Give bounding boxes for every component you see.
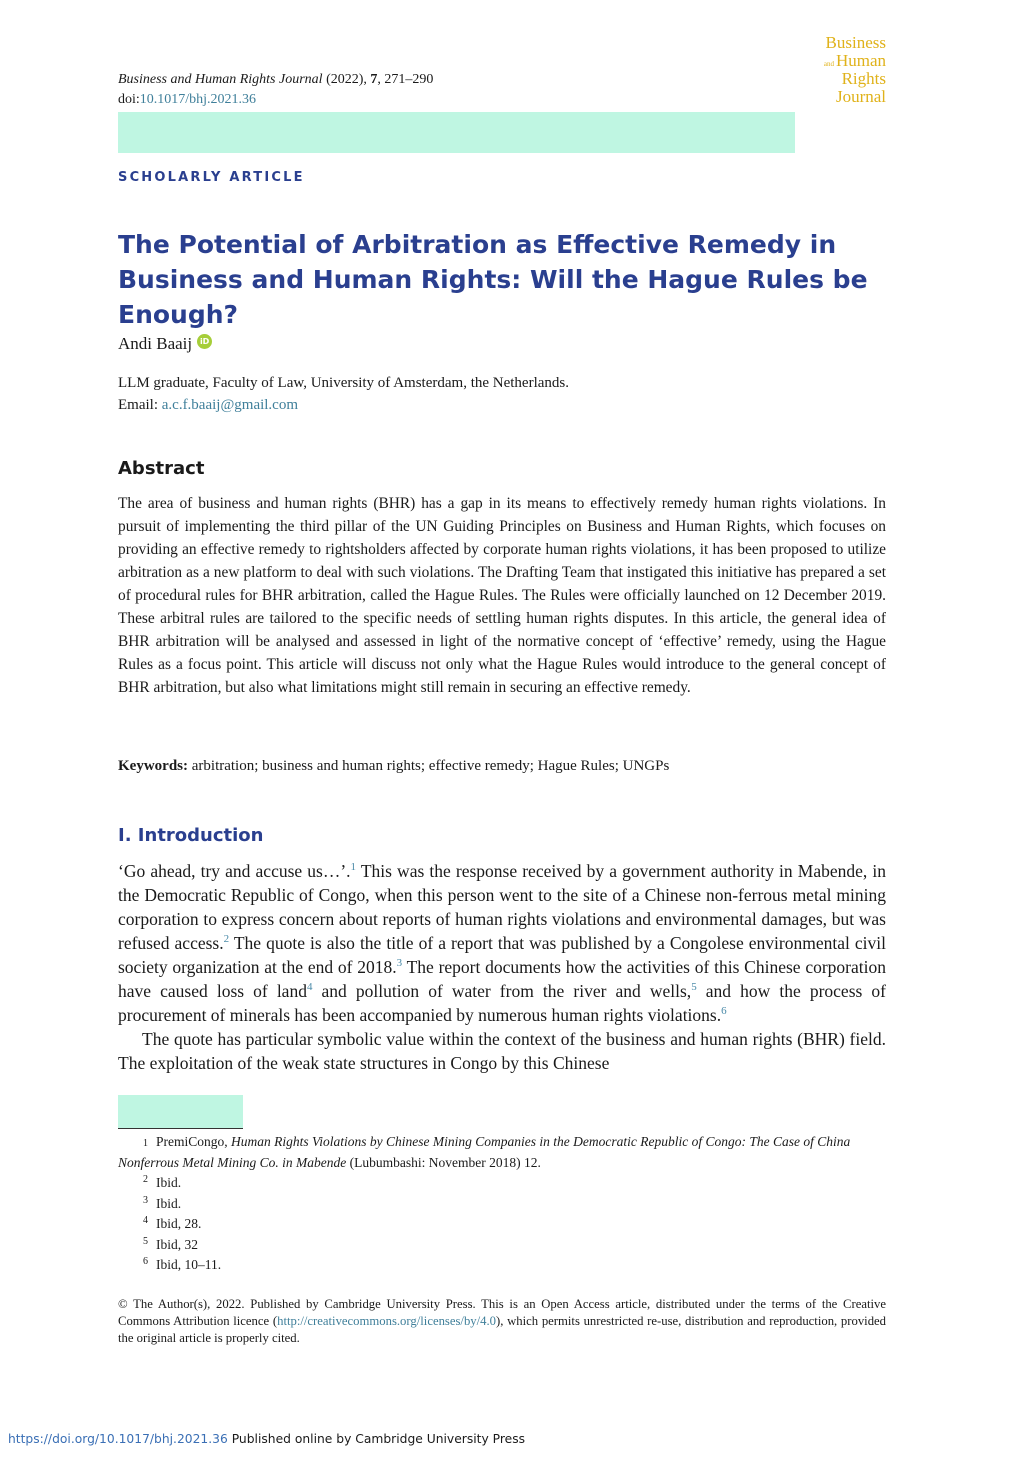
email-label: Email: [118,397,162,413]
footnote-number: 3 [143,1194,148,1206]
affiliation [118,372,569,416]
footnotes [118,1132,886,1276]
keywords-list: arbitration; business and human rights; effective remedy; Hague Rules; UNGPs [188,758,670,774]
email-line [118,394,569,416]
orcid-icon[interactable]: iD [197,334,212,349]
footer-published: Published online by Cambridge University Press [227,1432,526,1446]
footnote-number: 5 [143,1235,148,1247]
section-label: SCHOLARLY ARTICLE [118,170,305,185]
highlight-band-bottom [118,1095,243,1128]
logo-line-rights: Rights [841,69,886,88]
keywords [118,758,886,775]
author-line [118,334,212,354]
author-name: Andi Baaij [118,334,193,353]
highlight-band-top [118,112,795,153]
license-link[interactable]: http://creativecommons.org/licenses/by/4.0 [277,1314,497,1328]
license-notice: © The Author(s), 2022. Published by Cambridge University Press. This is an Open Access article, distributed under the terms of the Creative Commons Attribution licence (http://creativecommons.org/licenses/by/4.0), which permits unrestricted re-use, distribution and reproduction, provided the original article is properly cited. [118,1297,887,1345]
footnote-ref-6[interactable]: 6 [721,1005,727,1018]
intro-paragraph-2: The quote has particular symbolic value within the context of the business and human rights (BHR) field. The exploitation of the weak state structures in Congo by this Chinese [118,1029,886,1073]
article-title: The Potential of Arbitration as Effective Remedy in Business and Human Rights: Will the Hague Rules be Enough? [118,230,868,329]
journal-volume: 7 [370,72,378,87]
footnote-item: 3 Ibid. [118,1194,886,1215]
affiliation-text: LLM graduate, Faculty of Law, University of Amsterdam, the Netherlands. [118,375,569,391]
footnote-ref-4[interactable]: 4 [306,981,313,994]
footnote-number: 2 [143,1174,148,1185]
logo-and: and [823,60,834,68]
footnote-number: 1 [143,1138,148,1149]
page-footer [8,1432,525,1446]
footnote-number: 6 [143,1256,148,1267]
logo-line-journal: Journal [835,87,886,106]
footnote-item: 1 PremiCongo, Human Rights Violations by Chinese Mining Companies in the Democratic Republic of Congo: The Case of China Nonferrous Metal Mining Co. in Mabende (Lubumbashi: November 2018) 12. [118,1134,851,1170]
abstract-heading: Abstract [118,458,205,479]
journal-pages: , 271–290 [377,72,434,87]
abstract-body: The area of business and human rights (BHR) has a gap in its means to effectively remedy human rights violations. In pursuit of implementing the third pillar of the UN Guiding Principles on Business and Human Rights, which focuses on providing an effective remedy to rightsholders affected by corporate human rights violations, it has been proposed to utilize arbitration as a new platform to deal with such violations. The Drafting Team that instigated this initiative has prepared a set of procedural rules for BHR arbitration, called the Hague Rules. The Rules were officially launched on 12 December 2019. These arbitral rules are tailored to the specific needs of settling human rights disputes. In this article, the general idea of BHR arbitration will be analysed and assessed in light of the normative concept of ‘effective’ remedy, using the Hague Rules as a focus point. This article will discuss not only what the Hague Rules would introduce to the general concept of BHR arbitration, but also what limitations might still remain in securing an effective remedy. [118,495,886,696]
journal-citation [118,72,433,88]
footnote-item: 2 Ibid. [118,1173,886,1194]
footnote-ref-5[interactable]: 5 [691,981,697,994]
logo-line-business: Business [825,33,886,52]
intro-body [118,859,886,1075]
logo-line-human: and Human [823,51,886,70]
email-link[interactable]: a.c.f.baaij@gmail.com [161,397,299,413]
intro-heading: I. Introduction [118,825,264,846]
keywords-label: Keywords: [118,758,188,774]
footnote-item: 5 Ibid, 32 [118,1235,886,1256]
footnote-ref-1[interactable]: 1 [350,861,357,874]
journal-name: Business and Human Rights Journal [118,72,323,87]
footnote-ref-2[interactable]: 2 [223,933,230,946]
footnote-rule [118,1128,243,1129]
journal-logo [800,34,886,106]
doi-link[interactable]: 10.1017/bhj.2021.36 [139,92,257,107]
footer-doi-link[interactable]: https://doi.org/10.1017/bhj.2021.36 [8,1432,228,1446]
footnote-ref-3[interactable]: 3 [396,957,403,970]
footnote-item: 4 Ibid, 28. [118,1214,886,1235]
footnote-item: 6 Ibid, 10–11. [118,1255,886,1276]
journal-year: (2022), [322,72,371,87]
doi-line [118,92,256,108]
footnote-number: 4 [143,1215,148,1226]
intro-paragraph-1: ‘Go ahead, try and accuse us…’.$^1$ This was the response received by a government authority in Mabende, in the Democratic Republic of Congo, when this person went to the site of a Chinese non-ferrous metal mining corporation to express concern about reports of human rights violations and environmental damages, but was refused access.$^2$ The quote is also the title of a report that was published by a Congolese environmental civil society organization at the end of 2018.$^3$ The report documents how the activities of this Chinese corporation have caused loss of land$^4$ and pollution of water from the river and wells,$^5$ and how the process of procurement of minerals has been accompanied by numerous human rights violations.$^6$ [118,861,886,1025]
doi-prefix: doi: [118,92,140,107]
